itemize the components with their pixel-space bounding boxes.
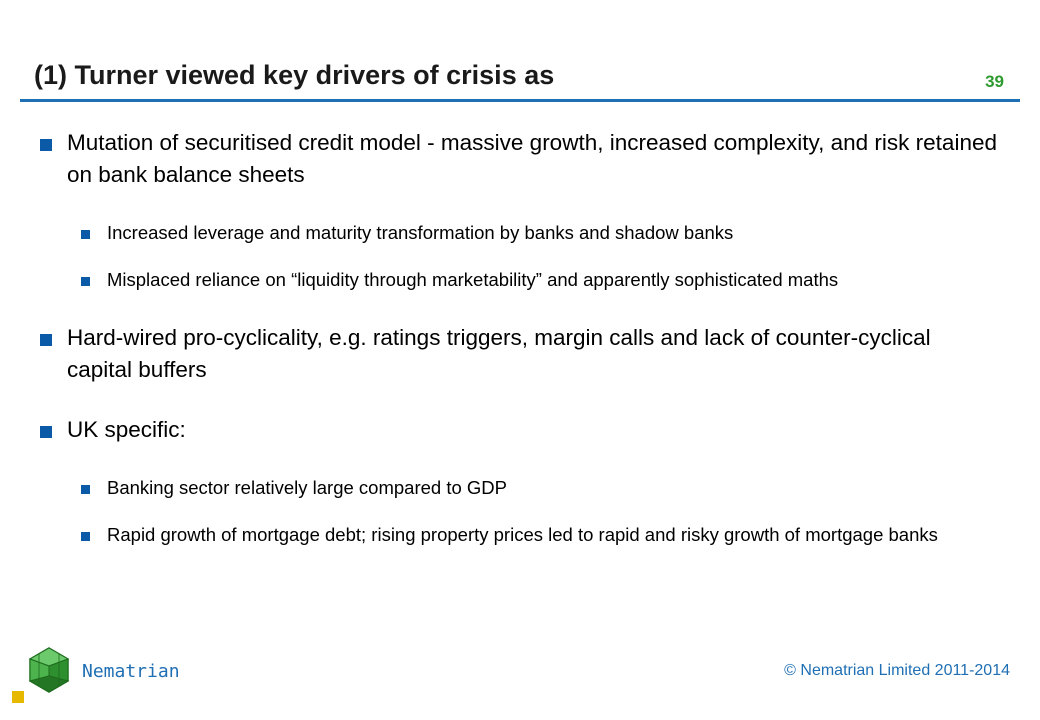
bullet-text: UK specific:	[67, 417, 186, 442]
slide-title: (1) Turner viewed key drivers of crisis as	[34, 60, 555, 90]
bullet-text: Hard-wired pro-cyclicality, e.g. ratings triggers, margin calls and lack of counter-cyclical capital buffers	[67, 325, 931, 382]
bullet-item	[40, 322, 1000, 386]
brand-name: Nematrian	[82, 661, 180, 682]
square-bullet-icon	[81, 485, 90, 494]
square-bullet-icon	[81, 277, 90, 286]
square-bullet-icon	[81, 532, 90, 541]
copyright-notice: © Nematrian Limited 2011-2014	[784, 662, 1010, 679]
square-bullet-icon	[40, 426, 52, 438]
sub-bullet-text: Rapid growth of mortgage debt; rising property prices led to rapid and risky growth of mortgage banks	[107, 524, 938, 545]
square-bullet-icon	[81, 230, 90, 239]
square-bullet-icon	[40, 139, 52, 151]
title-divider	[20, 99, 1020, 102]
bullet-item	[40, 127, 1000, 191]
bullet-item	[40, 414, 1000, 446]
sub-bullet-text: Increased leverage and maturity transformation by banks and shadow banks	[107, 222, 734, 243]
page-number: 39	[985, 72, 1004, 91]
sub-bullet-item	[40, 219, 1000, 247]
bullet-text: Mutation of securitised credit model - massive growth, increased complexity, and risk retained on bank balance sheets	[67, 130, 997, 187]
sub-bullet-item	[40, 266, 1000, 294]
sub-bullet-item	[40, 474, 1000, 502]
sub-bullet-text: Banking sector relatively large compared to GDP	[107, 477, 507, 498]
corner-square	[12, 691, 24, 703]
sub-bullet-item	[40, 521, 1000, 549]
square-bullet-icon	[40, 334, 52, 346]
sub-bullet-text: Misplaced reliance on “liquidity through marketability” and apparently sophisticated maths	[107, 269, 839, 290]
green-polyhedron-icon	[25, 646, 73, 694]
bullet-list	[40, 127, 1000, 568]
